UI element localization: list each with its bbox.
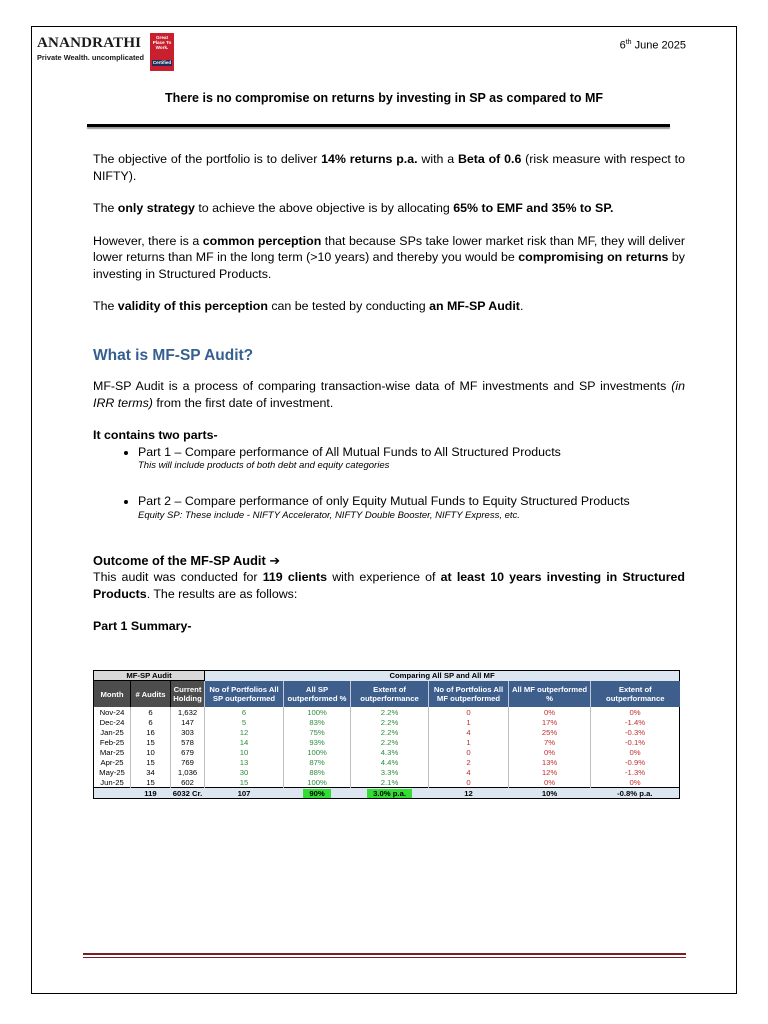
- logo-tagline: Private Wealth. uncomplicated: [37, 53, 145, 62]
- section-heading: What is MF-SP Audit?: [93, 346, 254, 364]
- table-row: Apr-25 15 769 13 87% 4.4% 2 13% -0.9%: [94, 757, 680, 767]
- arrow-right-icon: ➔: [269, 552, 281, 568]
- column-header: No of Portfolios All MF outperformed: [429, 681, 509, 708]
- table-row: Jun-25 15 602 15 100% 2.1% 0 0% 0%: [94, 777, 680, 788]
- table-row: May-25 34 1,036 30 88% 3.3% 4 12% -1.3%: [94, 767, 680, 777]
- badge-certified: Certified: [152, 60, 172, 65]
- logo-wordmark: ANANDRATHI: [37, 35, 142, 51]
- highlighted-total: 90%: [303, 789, 330, 798]
- column-header: All MF outperformed %: [509, 681, 591, 708]
- audit-summary-table: [93, 670, 679, 799]
- objective-paragraph: The objective of the portfolio is to deliver 14% returns p.a. with a Beta of 0.6 (risk measure with respect to NIFTY).: [93, 152, 685, 183]
- table-row: Jan-25 16 303 12 75% 2.2% 4 25% -0.3%: [94, 727, 680, 737]
- outcome-paragraph: This audit was conducted for 119 clients with experience of at least 10 years investing in Structured Products. The results are as follows:: [93, 570, 686, 601]
- validity-paragraph: The validity of this perception can be tested by conducting an MF-SP Audit.: [93, 299, 524, 313]
- anand-rathi-logo: [37, 33, 177, 71]
- great-place-to-work-badge: [150, 33, 174, 71]
- table-row: Dec-24 6 147 5 83% 2.2% 1 17% -1.4%: [94, 717, 680, 727]
- highlighted-total: 3.0% p.a.: [367, 789, 412, 798]
- column-header: Current Holding: [171, 681, 205, 708]
- table-row: Feb-25 15 578 14 93% 2.2% 1 7% -0.1%: [94, 737, 680, 747]
- document-body: [93, 151, 685, 635]
- table-row: Mar-25 10 679 10 100% 4.3% 0 0% 0%: [94, 747, 680, 757]
- part-note: This will include products of both debt and equity categories: [138, 460, 390, 471]
- column-header: All SP outperformed %: [284, 681, 351, 708]
- list-item: • Part 1 – Compare performance of All Mutual Funds to All Structured Products This will include products of both debt and equity categories: [138, 444, 685, 473]
- document-page: [31, 26, 737, 994]
- audit-description: MF-SP Audit is a process of comparing transaction-wise data of MF investments and SP investments (in IRR terms) from the first date of investment.: [93, 379, 685, 410]
- footer-divider: [83, 953, 686, 955]
- page-title: There is no compromise on returns by investing in SP as compared to MF: [164, 91, 604, 105]
- summary-label: Part 1 Summary-: [93, 619, 192, 633]
- group-header-comparison: Comparing All SP and All MF: [205, 671, 680, 681]
- parts-heading: It contains two parts-: [93, 428, 218, 442]
- part-note: Equity SP: These include - NIFTY Accelerator, NIFTY Double Booster, NIFTY Express, etc.: [138, 509, 520, 521]
- badge-text: Great Place To Work.: [152, 35, 172, 50]
- column-header: No of Portfolios All SP outperformed: [205, 681, 284, 708]
- table-row: Nov-24 6 1,632 6 100% 2.2% 0 0% 0%: [94, 707, 680, 717]
- group-header-audit: MF-SP Audit: [94, 671, 205, 681]
- list-item: • Part 2 – Compare performance of only Equity Mutual Funds to Equity Structured Products Equity SP: These include - NIFTY Accelerator, NIFTY Double Booster, NIFTY Express, etc.: [138, 493, 685, 522]
- perception-paragraph: However, there is a common perception that because SPs take lower market risk than MF, they will deliver lower returns than MF in the long term (>10 years) and thereby you would be compromising on returns by investing in Structured Products.: [93, 233, 685, 281]
- title-divider: [87, 124, 670, 127]
- footer-divider-thin: [83, 957, 686, 958]
- parts-list: [93, 444, 685, 522]
- column-header: Extent of outperformance: [351, 681, 429, 708]
- column-header: Month: [94, 681, 131, 708]
- total-row: 119 6032 Cr. 107 90% 3.0% p.a. 12 10% -0.8% p.a.: [94, 788, 680, 799]
- strategy-paragraph: The only strategy to achieve the above objective is by allocating 65% to EMF and 35% to SP.: [93, 201, 614, 215]
- column-header: # Audits: [131, 681, 171, 708]
- document-date: 6th June 2025: [619, 39, 686, 52]
- outcome-heading: Outcome of the MF-SP Audit ➔: [93, 552, 281, 568]
- column-header: Extent of outperformance: [591, 681, 680, 708]
